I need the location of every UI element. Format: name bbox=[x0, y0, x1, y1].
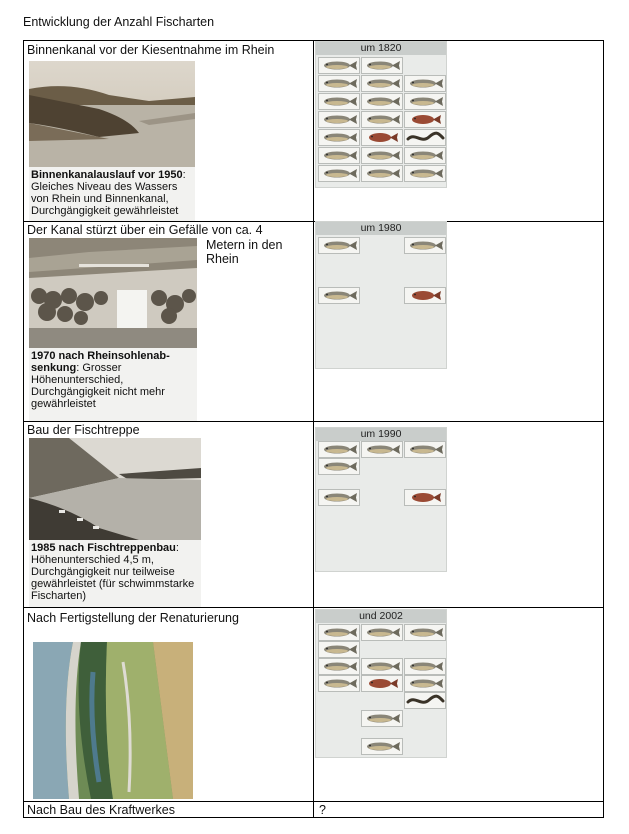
fish-icon bbox=[361, 624, 403, 641]
fish-icon bbox=[361, 147, 403, 164]
canal-photo-1950 bbox=[29, 61, 195, 167]
fish-icon bbox=[404, 237, 446, 254]
fish-icon bbox=[361, 75, 403, 92]
fish-icon bbox=[404, 658, 446, 675]
row-4-heading: Nach Fertigstellung der Renaturierung bbox=[27, 611, 239, 625]
fish-icon bbox=[404, 675, 446, 692]
fish-species-table bbox=[23, 40, 604, 818]
fish-icon bbox=[404, 111, 446, 128]
fish-panel-1820-label: um 1820 bbox=[316, 42, 446, 55]
fish-icon bbox=[318, 237, 360, 254]
eel-icon bbox=[404, 129, 446, 146]
page-title: Entwicklung der Anzahl Fischarten bbox=[23, 15, 215, 29]
fish-icon bbox=[318, 57, 360, 74]
caption-1970-text: : Grosser Höhenunterschied, Durchgängigkeit nicht mehr gewährleistet bbox=[31, 362, 165, 410]
fish-icon bbox=[318, 165, 360, 182]
caption-1985 bbox=[29, 540, 201, 607]
table-border-right bbox=[603, 40, 604, 818]
fish-icon bbox=[361, 675, 403, 692]
row-2-heading: Der Kanal stürzt über ein Gefälle von ca. 4 bbox=[27, 223, 263, 237]
fish-icon bbox=[318, 147, 360, 164]
fish-panel-2002-label: und 2002 bbox=[316, 610, 446, 623]
fish-icon bbox=[361, 658, 403, 675]
fish-panel-1980-label: um 1980 bbox=[316, 222, 446, 235]
fish-icon bbox=[361, 93, 403, 110]
fish-panel-2002 bbox=[315, 609, 447, 758]
fish-icon bbox=[404, 624, 446, 641]
fish-icon bbox=[361, 738, 403, 755]
fish-ladder-photo-1985 bbox=[29, 438, 201, 540]
caption-1970-title: 1970 nach Rheinsohlenab-senkung bbox=[31, 350, 170, 374]
row-5-heading: Nach Bau des Kraftwerkes bbox=[27, 803, 175, 817]
row-1-heading: Binnenkanal vor der Kiesentnahme im Rhein bbox=[27, 43, 275, 57]
fish-icon bbox=[318, 458, 360, 475]
fish-icon bbox=[318, 441, 360, 458]
caption-1950-title: Binnenkanalauslauf vor 1950 bbox=[31, 169, 183, 181]
fish-panel-1990-label: um 1990 bbox=[316, 428, 446, 441]
fish-icon bbox=[404, 441, 446, 458]
fish-icon bbox=[318, 93, 360, 110]
weir-photo-1970 bbox=[29, 238, 197, 348]
unknown-answer: ? bbox=[319, 803, 326, 817]
fish-icon bbox=[404, 165, 446, 182]
fish-icon bbox=[404, 75, 446, 92]
fish-panel-1820 bbox=[315, 41, 447, 188]
fish-icon bbox=[318, 675, 360, 692]
fish-icon bbox=[318, 75, 360, 92]
fish-icon bbox=[361, 441, 403, 458]
fish-panel-1980 bbox=[315, 221, 447, 369]
fish-icon bbox=[318, 111, 360, 128]
fish-icon bbox=[318, 129, 360, 146]
fish-icon bbox=[361, 129, 403, 146]
fish-icon bbox=[361, 57, 403, 74]
caption-1950 bbox=[29, 167, 195, 221]
fish-icon bbox=[404, 147, 446, 164]
caption-1950-text: : Gleiches Niveau des Wassers von Rhein und Binnenkanal, Durchgängigkeit gewährleistet bbox=[31, 169, 186, 217]
row-3-heading: Bau der Fischtreppe bbox=[27, 423, 140, 437]
fish-icon bbox=[361, 710, 403, 727]
eel-icon bbox=[404, 692, 446, 709]
renaturation-aerial-photo bbox=[33, 642, 193, 799]
column-divider bbox=[313, 40, 314, 818]
fish-icon bbox=[318, 641, 360, 658]
table-border-left bbox=[23, 40, 24, 818]
caption-1985-text: : Höhenunterschied 4,5 m, Durchgängigkeit nur teilweise gewährleistet (für schwimmstarke Fischarten) bbox=[31, 542, 195, 602]
fish-icon bbox=[404, 489, 446, 506]
fish-icon bbox=[361, 111, 403, 128]
fish-icon bbox=[318, 489, 360, 506]
fish-panel-1990 bbox=[315, 427, 447, 572]
caption-1985-title: 1985 nach Fischtreppenbau bbox=[31, 542, 176, 554]
fish-icon bbox=[361, 165, 403, 182]
fish-icon bbox=[404, 93, 446, 110]
row-2-heading-cont: Metern in den Rhein bbox=[206, 238, 283, 266]
fish-icon bbox=[404, 287, 446, 304]
fish-icon bbox=[318, 624, 360, 641]
fish-icon bbox=[318, 287, 360, 304]
caption-1970 bbox=[29, 348, 197, 421]
fish-icon bbox=[318, 658, 360, 675]
